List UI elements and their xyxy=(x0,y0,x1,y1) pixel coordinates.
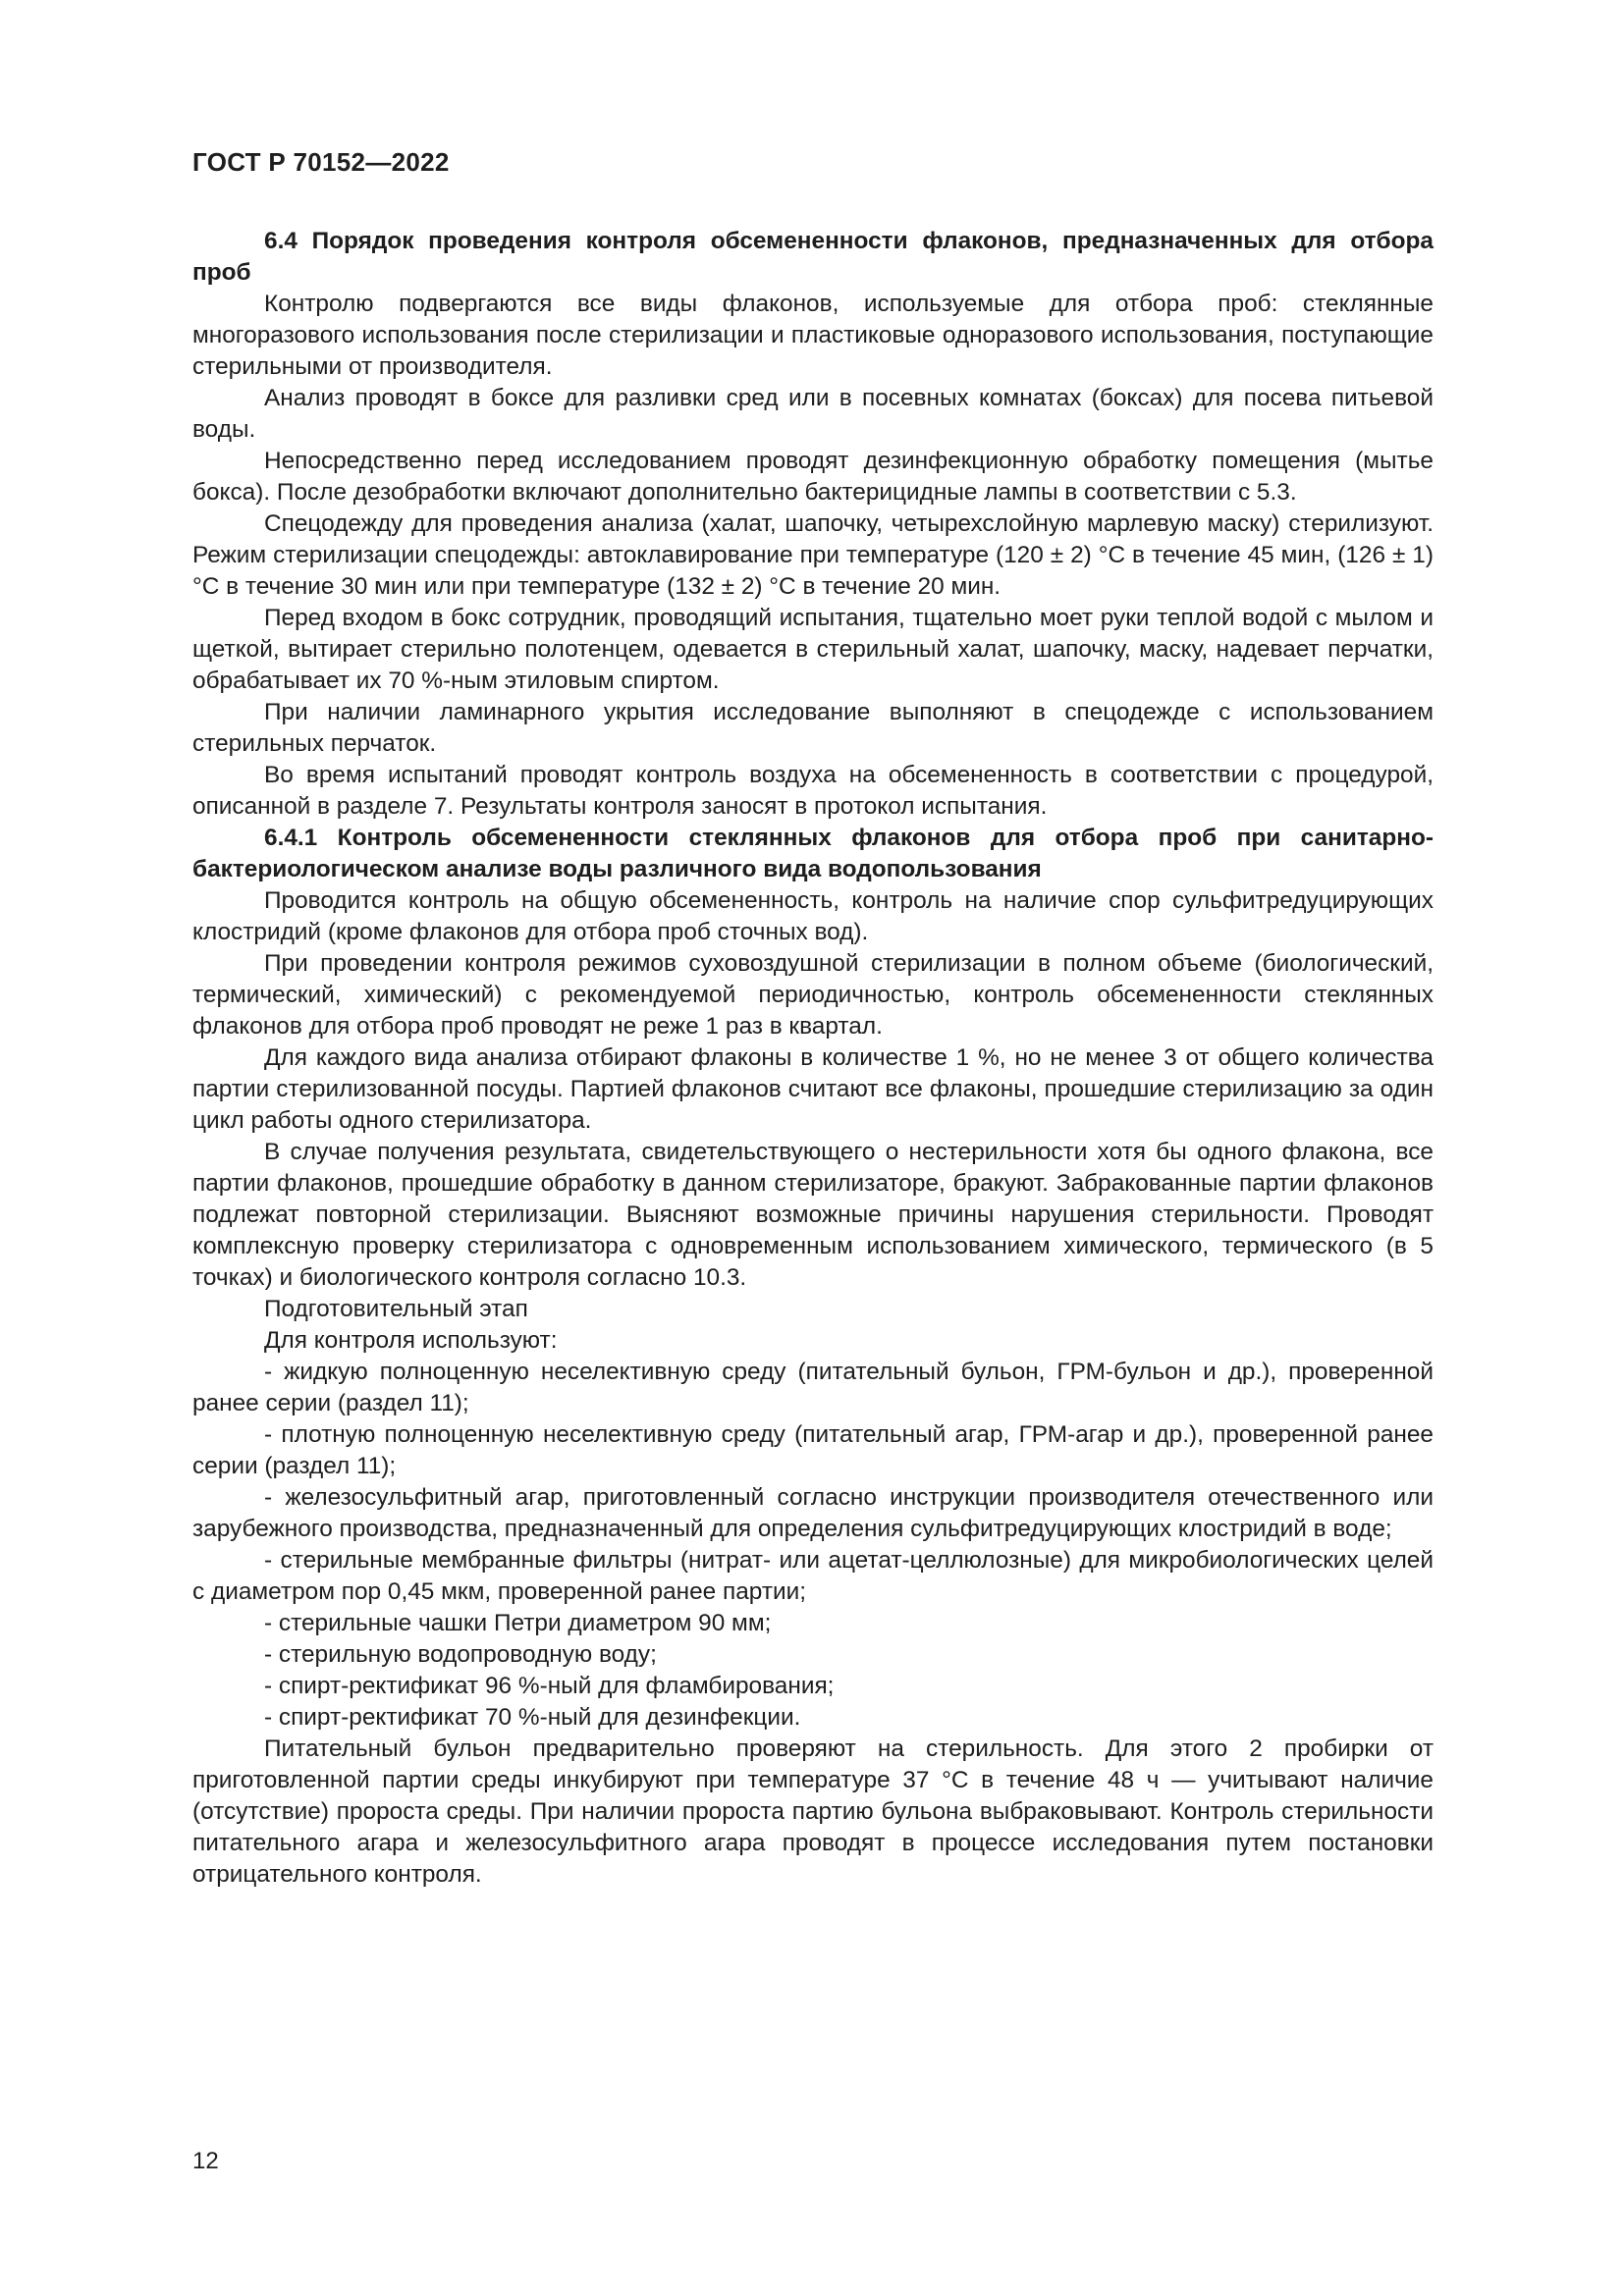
subsection-paragraph: В случае получения результата, свидетельствующего о нестерильности хотя бы одного флакона, все партии флаконов, прошедшие обработку в данном стерилизаторе, бракуют. Забракованные партии флаконов подлежат повторной стерилизации. Выясняют возможные причины нарушения стерильности. Проводят комплексную проверку стерилизатора с одновременным использованием химического, термического (в 5 точках) и биологического контроля согласно 10.3. xyxy=(192,1139,1434,1291)
document-body xyxy=(192,226,1434,1891)
list-item: - стерильные мембранные фильтры (нитрат- или ацетат-целлюлозные) для микробиологических целей с диаметром пор 0,45 мкм, проверенной ранее партии; xyxy=(192,1547,1434,1605)
list-item: - стерильные чашки Петри диаметром 90 мм; xyxy=(264,1610,772,1636)
list-item: - спирт-ректификат 96 %-ный для фламбирования; xyxy=(264,1673,835,1699)
section-paragraph: Анализ проводят в боксе для разливки сред или в посевных комнатах (боксах) для посева питьевой воды. xyxy=(192,385,1434,443)
list-item: - жидкую полноценную неселективную среду (питательный бульон, ГРМ-бульон и др.), проверенной ранее серии (раздел 11); xyxy=(192,1359,1434,1416)
list-item: - плотную полноценную неселективную среду (питательный агар, ГРМ-агар и др.), проверенной ранее серии (раздел 11); xyxy=(192,1421,1434,1479)
section-paragraph: Непосредственно перед исследованием проводят дезинфекционную обработку помещения (мытье бокса). После дезобработки включают дополнительно бактерицидные лампы в соответствии с 5.3. xyxy=(192,448,1434,506)
section-paragraph: Перед входом в бокс сотрудник, проводящий испытания, тщательно моет руки теплой водой с мылом и щеткой, вытирает стерильно полотенцем, одевается в стерильный халат, шапочку, маску, надевает перчатки, обрабатывает их 70 %-ным этиловым спиртом. xyxy=(192,605,1434,694)
subsection-paragraph: Для каждого вида анализа отбирают флаконы в количестве 1 %, но не менее 3 от общего количества партии стерилизованной посуды. Партией флаконов считают все флаконы, прошедшие стерилизацию за один цикл работы одного стерилизатора. xyxy=(192,1044,1434,1134)
standard-code-header: ГОСТ Р 70152—2022 xyxy=(192,147,450,177)
section-title: 6.4 Порядок проведения контроля обсемененности флаконов, предназначенных для отбора проб xyxy=(192,228,1434,286)
page-number: 12 xyxy=(192,2148,219,2174)
list-item: - спирт-ректификат 70 %-ный для дезинфекции. xyxy=(264,1704,801,1731)
section-paragraph: Спецодежду для проведения анализа (халат, шапочку, четырехслойную марлевую маску) стерилизуют. Режим стерилизации спецодежды: автоклавирование при температуре (120 ± 2) °С в течение 45 мин, (126 ± 1) °С в течение 30 мин или при температуре (132 ± 2) °С в течение 20 мин. xyxy=(192,510,1434,600)
section-paragraph: Во время испытаний проводят контроль воздуха на обсемененность в соответствии с процедурой, описанной в разделе 7. Результаты контроля заносят в протокол испытания. xyxy=(192,762,1434,820)
materials-intro: Для контроля используют: xyxy=(264,1327,558,1354)
subsection-paragraph: При проведении контроля режимов суховоздушной стерилизации в полном объеме (биологический, термический, химический) с рекомендуемой периодичностью, контроль обсемененности стеклянных флаконов для отбора проб проводят не реже 1 раз в квартал. xyxy=(192,950,1434,1040)
subsection-title: 6.4.1 Контроль обсемененности стеклянных флаконов для отбора проб при санитарно-бактериологическом анализе воды различного вида водопользования xyxy=(192,825,1434,882)
section-paragraph: При наличии ламинарного укрытия исследование выполняют в спецодежде с использованием стерильных перчаток. xyxy=(192,699,1434,757)
subsection-paragraph: Проводится контроль на общую обсемененность, контроль на наличие спор сульфитредуцирующих клостридий (кроме флаконов для отбора проб сточных вод). xyxy=(192,887,1434,945)
section-paragraph: Контролю подвергаются все виды флаконов, используемые для отбора проб: стеклянные многоразового использования после стерилизации и пластиковые одноразового использования, поступающие стерильными от производителя. xyxy=(192,291,1434,380)
list-item: - стерильную водопроводную воду; xyxy=(264,1641,657,1668)
preparatory-stage-label: Подготовительный этап xyxy=(264,1296,528,1322)
list-item: - железосульфитный агар, приготовленный согласно инструкции производителя отечественного или зарубежного производства, предназначенный для определения сульфитредуцирующих клостридий в воде; xyxy=(192,1484,1434,1542)
subsection-paragraph: Питательный бульон предварительно проверяют на стерильность. Для этого 2 пробирки от приготовленной партии среды инкубируют при температуре 37 °С в течение 48 ч — учитывают наличие (отсутствие) пророста среды. При наличии пророста партию бульона выбраковывают. Контроль стерильности питательного агара и железосульфитного агара проводят в процессе исследования путем постановки отрицательного контроля. xyxy=(192,1735,1434,1888)
